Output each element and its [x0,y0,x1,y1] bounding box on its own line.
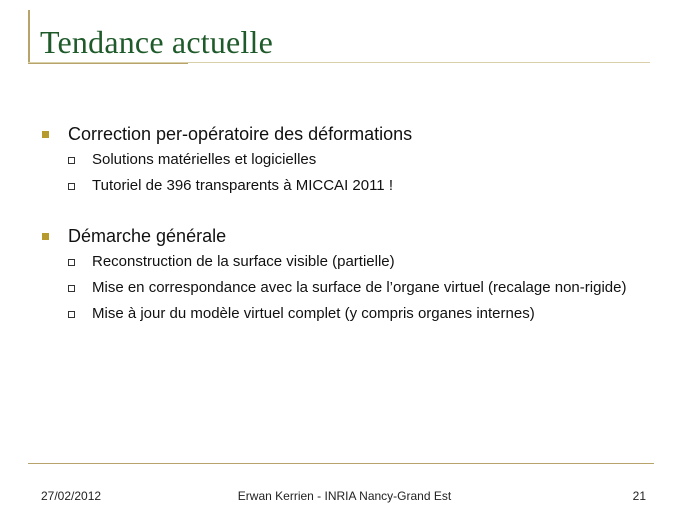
sub-bullet-item [40,252,640,271]
footer-author: Erwan Kerrien - INRIA Nancy-Grand Est [237,489,452,503]
footer-page-number: 21 [632,489,646,503]
sub-bullet-item [40,176,640,195]
sub-bullet-item [40,150,640,169]
hollow-square-bullet-icon [68,285,75,292]
square-bullet-icon [42,131,49,138]
section-heading: Correction per-opératoire des déformations [68,124,413,144]
sub-bullet-text: Tutoriel de 396 transparents à MICCAI 2011 ! [92,177,393,194]
sub-bullet-text: Mise à jour du modèle virtuel complet (y compris organes internes) [92,305,535,322]
square-bullet-icon [42,233,49,240]
section-heading: Démarche générale [68,226,227,246]
sub-bullet-text: Mise en correspondance avec la surface de l’organe virtuel (recalage non-rigide) [92,279,627,296]
footer-date: 27/02/2012 [41,489,102,503]
sub-bullet-text: Solutions matérielles et logicielles [92,151,317,168]
bullet-section-2 [40,224,640,248]
slide-title: Tendance actuelle [40,24,274,60]
hollow-square-bullet-icon [68,157,75,164]
sub-bullet-item [40,278,640,297]
frame-horizontal-accent [28,63,188,64]
hollow-square-bullet-icon [68,183,75,190]
sub-bullet-text: Reconstruction de la surface visible (partielle) [92,253,395,270]
bullet-section-1 [40,122,640,146]
footer-rule [28,463,654,464]
hollow-square-bullet-icon [68,311,75,318]
hollow-square-bullet-icon [68,259,75,266]
slide-content [40,122,640,330]
frame-vertical-rule [28,10,30,64]
sub-bullet-item [40,304,640,323]
